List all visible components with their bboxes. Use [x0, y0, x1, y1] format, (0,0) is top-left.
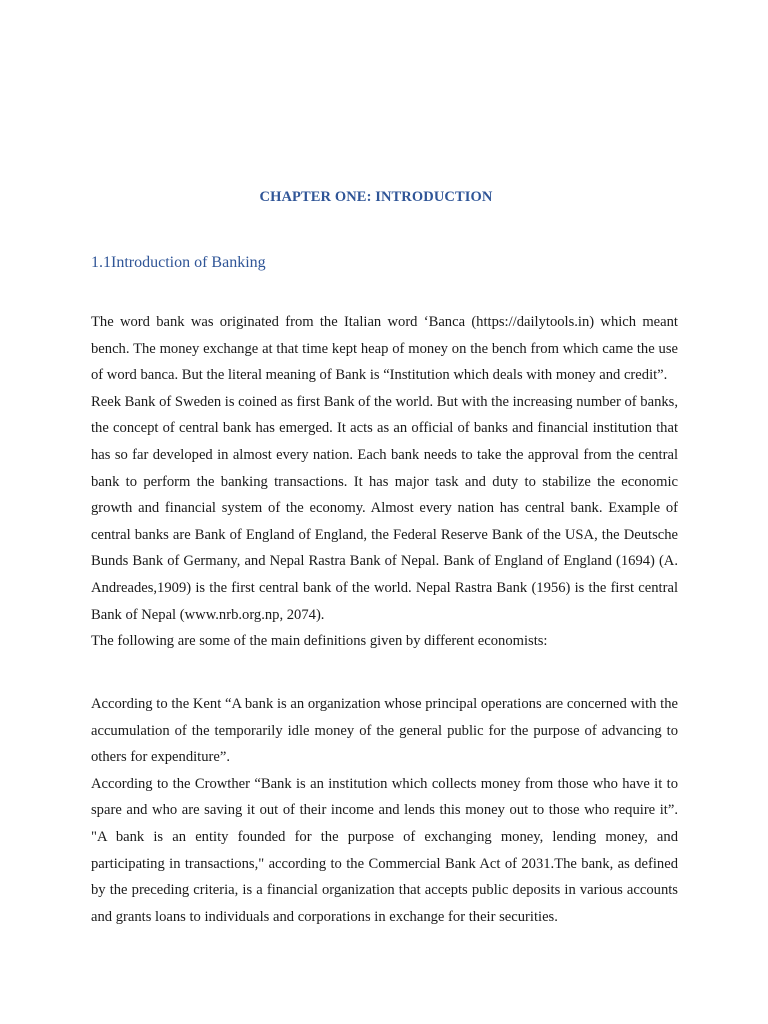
paragraph-crowther-definition: According to the Crowther “Bank is an institution which collects money from those who have it to spare and who are saving it out of their income and lends this money out to those who require it”. "A bank is an entity founded for the purpose of exchanging money, lending money, and participating in transactions," according to the Commercial Bank Act of 2031.The bank, as defined by the preceding criteria, is a financial organization that accepts public deposits in various accounts and grants loans to individuals and corporations in exchange for their securities. — [91, 775, 678, 925]
paragraph-definitions-intro: The following are some of the main definitions given by different economists: — [91, 633, 548, 650]
chapter-title: CHAPTER ONE: INTRODUCTION — [259, 189, 493, 205]
body-text-block — [91, 309, 678, 655]
definitions-block — [91, 691, 678, 930]
paragraph-central-bank: Reek Bank of Sweden is coined as first Bank of the world. But with the increasing number of banks, the concept of central bank has emerged. It acts as an official of banks and financial institution that has so far developed in almost every nation. Each bank needs to take the approval from the central bank to perform the banking transactions. It has major task and duty to stabilize the economic growth and financial system of the economy. Almost every nation has central bank. Example of central banks are Bank of England of England, the Federal Reserve Bank of the USA, the Deutsche Bunds Bank of Germany, and Nepal Rastra Bank of Nepal. Bank of England of England (1694) (A. Andreades,1909) is the first central bank of the world. Nepal Rastra Bank (1956) is the first central Bank of Nepal (www.nrb.org.np, 2074). — [91, 393, 678, 623]
section-heading: 1.1Introduction of Banking — [91, 254, 266, 271]
paragraph-origin-of-bank: The word bank was originated from the Italian word ‘Banca (https://dailytools.in) which meant bench. The money exchange at that time kept heap of money on the bench from which came the use of word banca. But the literal meaning of Bank is “Institution which deals with money and credit”. — [91, 314, 678, 384]
paragraph-kent-definition: According to the Kent “A bank is an organization whose principal operations are concerned with the accumulation of the temporarily idle money of the general public for the purpose of advancing to others for expenditure”. — [91, 696, 678, 766]
